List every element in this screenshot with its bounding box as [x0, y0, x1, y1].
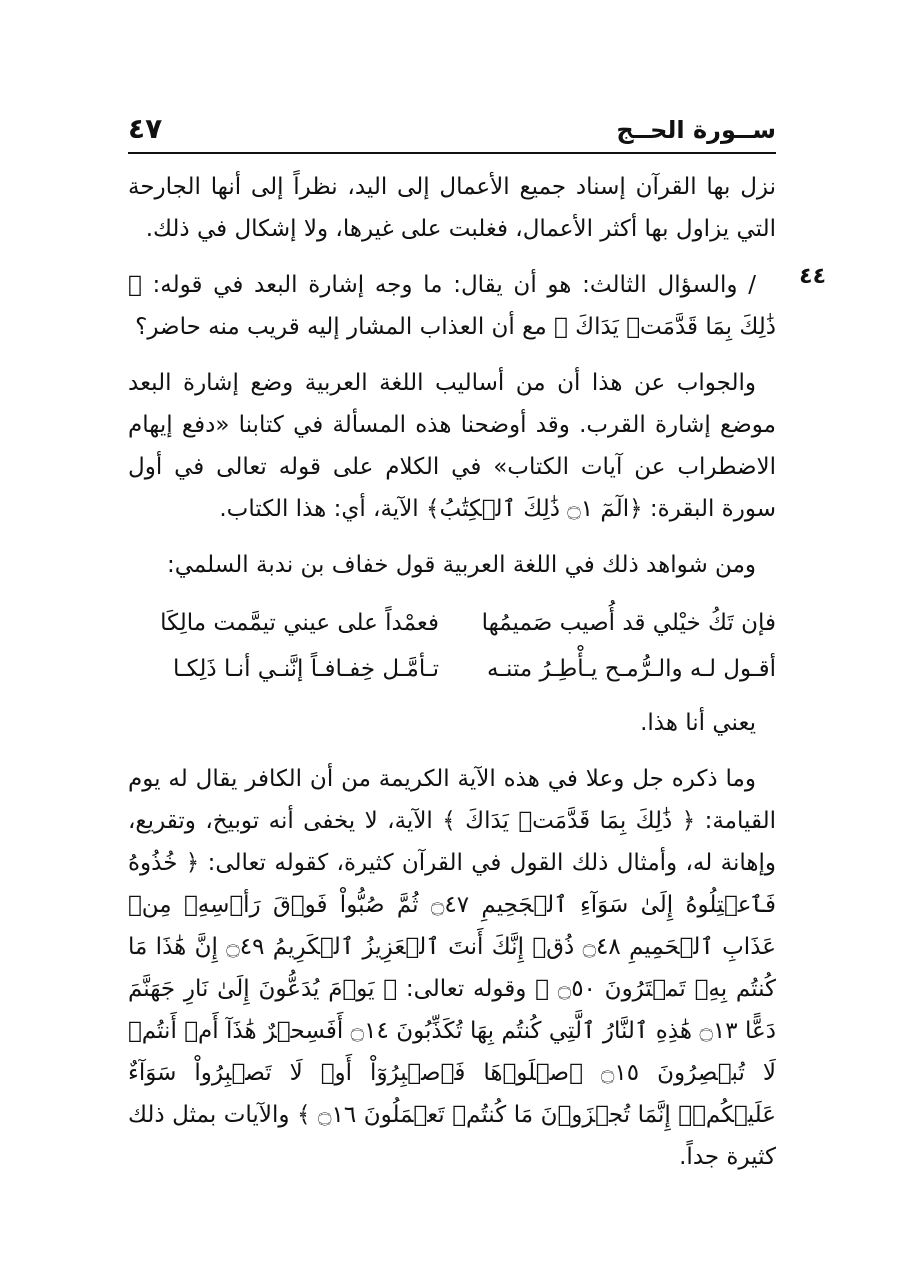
- page-number: ٤٧: [128, 112, 163, 145]
- paragraph-3: والجواب عن هذا أن من أساليب اللغة العربية وضع إشارة البعد موضع إشارة القرب. وقد أوضحنا هذه المسألة في كتابنا «دفع إيهام الاضطراب عن آيات الكتاب» في الكلام على قوله تعالى في أول سورة البقرة: ﴿الٓمٓ ۝١ ذَٰلِكَ ٱلۡكِتَٰبُ﴾ الآية، أي: هذا الكتاب.: [128, 370, 776, 522]
- paragraph-2: / والسؤال الثالث: هو أن يقال: ما وجه إشارة البعد في قوله: ﴿ ذَٰلِكَ بِمَا قَدَّمَتۡ يَدَاكَ ﴾ مع أن العذاب المشار إليه قريب منه حاضر؟: [128, 272, 776, 340]
- hemistich-left: فعمْداً على عيني تيمَّمت مالِكَا: [160, 610, 440, 636]
- running-title: ســورة الحــج: [616, 116, 776, 144]
- paragraph-5: يعني أنا هذا.: [640, 710, 756, 736]
- paragraph-1: نزل بها القرآن إسناد جميع الأعمال إلى اليد، نظراً إلى أنها الجارحة التي يزاول بها أكثر الأعمال، فغلبت على غيرها، ولا إشكال في ذلك.: [128, 174, 776, 242]
- paragraph-2-wrapper: [128, 264, 826, 348]
- margin-page-reference: ٤٤: [799, 264, 826, 289]
- paragraph-6: وما ذكره جل وعلا في هذه الآية الكريمة من أن الكافر يقال له يوم القيامة: ﴿ ذَٰلِكَ بِمَا قَدَّمَتۡ يَدَاكَ ﴾ الآية، لا يخفى أنه توبيخ، وتقريع، وإهانة له، وأمثال ذلك القول في القرآن كثيرة، كقوله تعالى: ﴿ خُذُوهُ فَٱعۡتِلُوهُ إِلَىٰ سَوَآءِ ٱلۡجَحِيمِ ۝٤٧ ثُمَّ صُبُّواْ فَوۡقَ رَأۡسِهِۦ مِنۡ عَذَابِ ٱلۡحَمِيمِ ۝٤٨ ذُقۡ إِنَّكَ أَنتَ ٱلۡعَزِيزُ ٱلۡكَرِيمُ ۝٤٩ إِنَّ هَٰذَا مَا كُنتُم بِهِۦ تَمۡتَرُونَ ۝٥٠ ﴾ وقوله تعالى: ﴿ يَوۡمَ يُدَعُّونَ إِلَىٰ نَارِ جَهَنَّمَ دَعًّا ۝١٣ هَٰذِهِ ٱلنَّارُ ٱلَّتِي كُنتُم بِهَا تُكَذِّبُونَ ۝١٤ أَفَسِحۡرٌ هَٰذَآ أَمۡ أَنتُمۡ لَا تُبۡصِرُونَ ۝١٥ ٱصۡلَوۡهَا فَٱصۡبِرُوٓاْ أَوۡ لَا تَصۡبِرُواْ سَوَآءٌ عَلَيۡكُمۡۖ إِنَّمَا تُجۡزَوۡنَ مَا كُنتُمۡ تَعۡمَلُونَ ۝١٦ ﴾ والآيات بمثل ذلك كثيرة جداً.: [128, 766, 777, 1170]
- poem-verse-2: [128, 646, 776, 692]
- hemistich-right: أقـول لـه والـرُّمـح يـأْطِـرُ متنـه: [486, 656, 776, 682]
- hemistich-right: فإن تَكُ خيْلي قد أُصيب صَميمُها: [481, 610, 776, 636]
- hemistich-left: تـأمَّـل خِفـافـاً إنَّنـي أنـا ذَلِكـا: [172, 656, 440, 682]
- paragraph-4: ومن شواهد ذلك في اللغة العربية قول خفاف بن ندبة السلمي:: [166, 552, 756, 578]
- page-body: [128, 154, 826, 1178]
- poem: [128, 600, 776, 692]
- book-page: [128, 108, 826, 1228]
- poem-verse-1: [128, 600, 776, 646]
- page-header: [128, 108, 776, 154]
